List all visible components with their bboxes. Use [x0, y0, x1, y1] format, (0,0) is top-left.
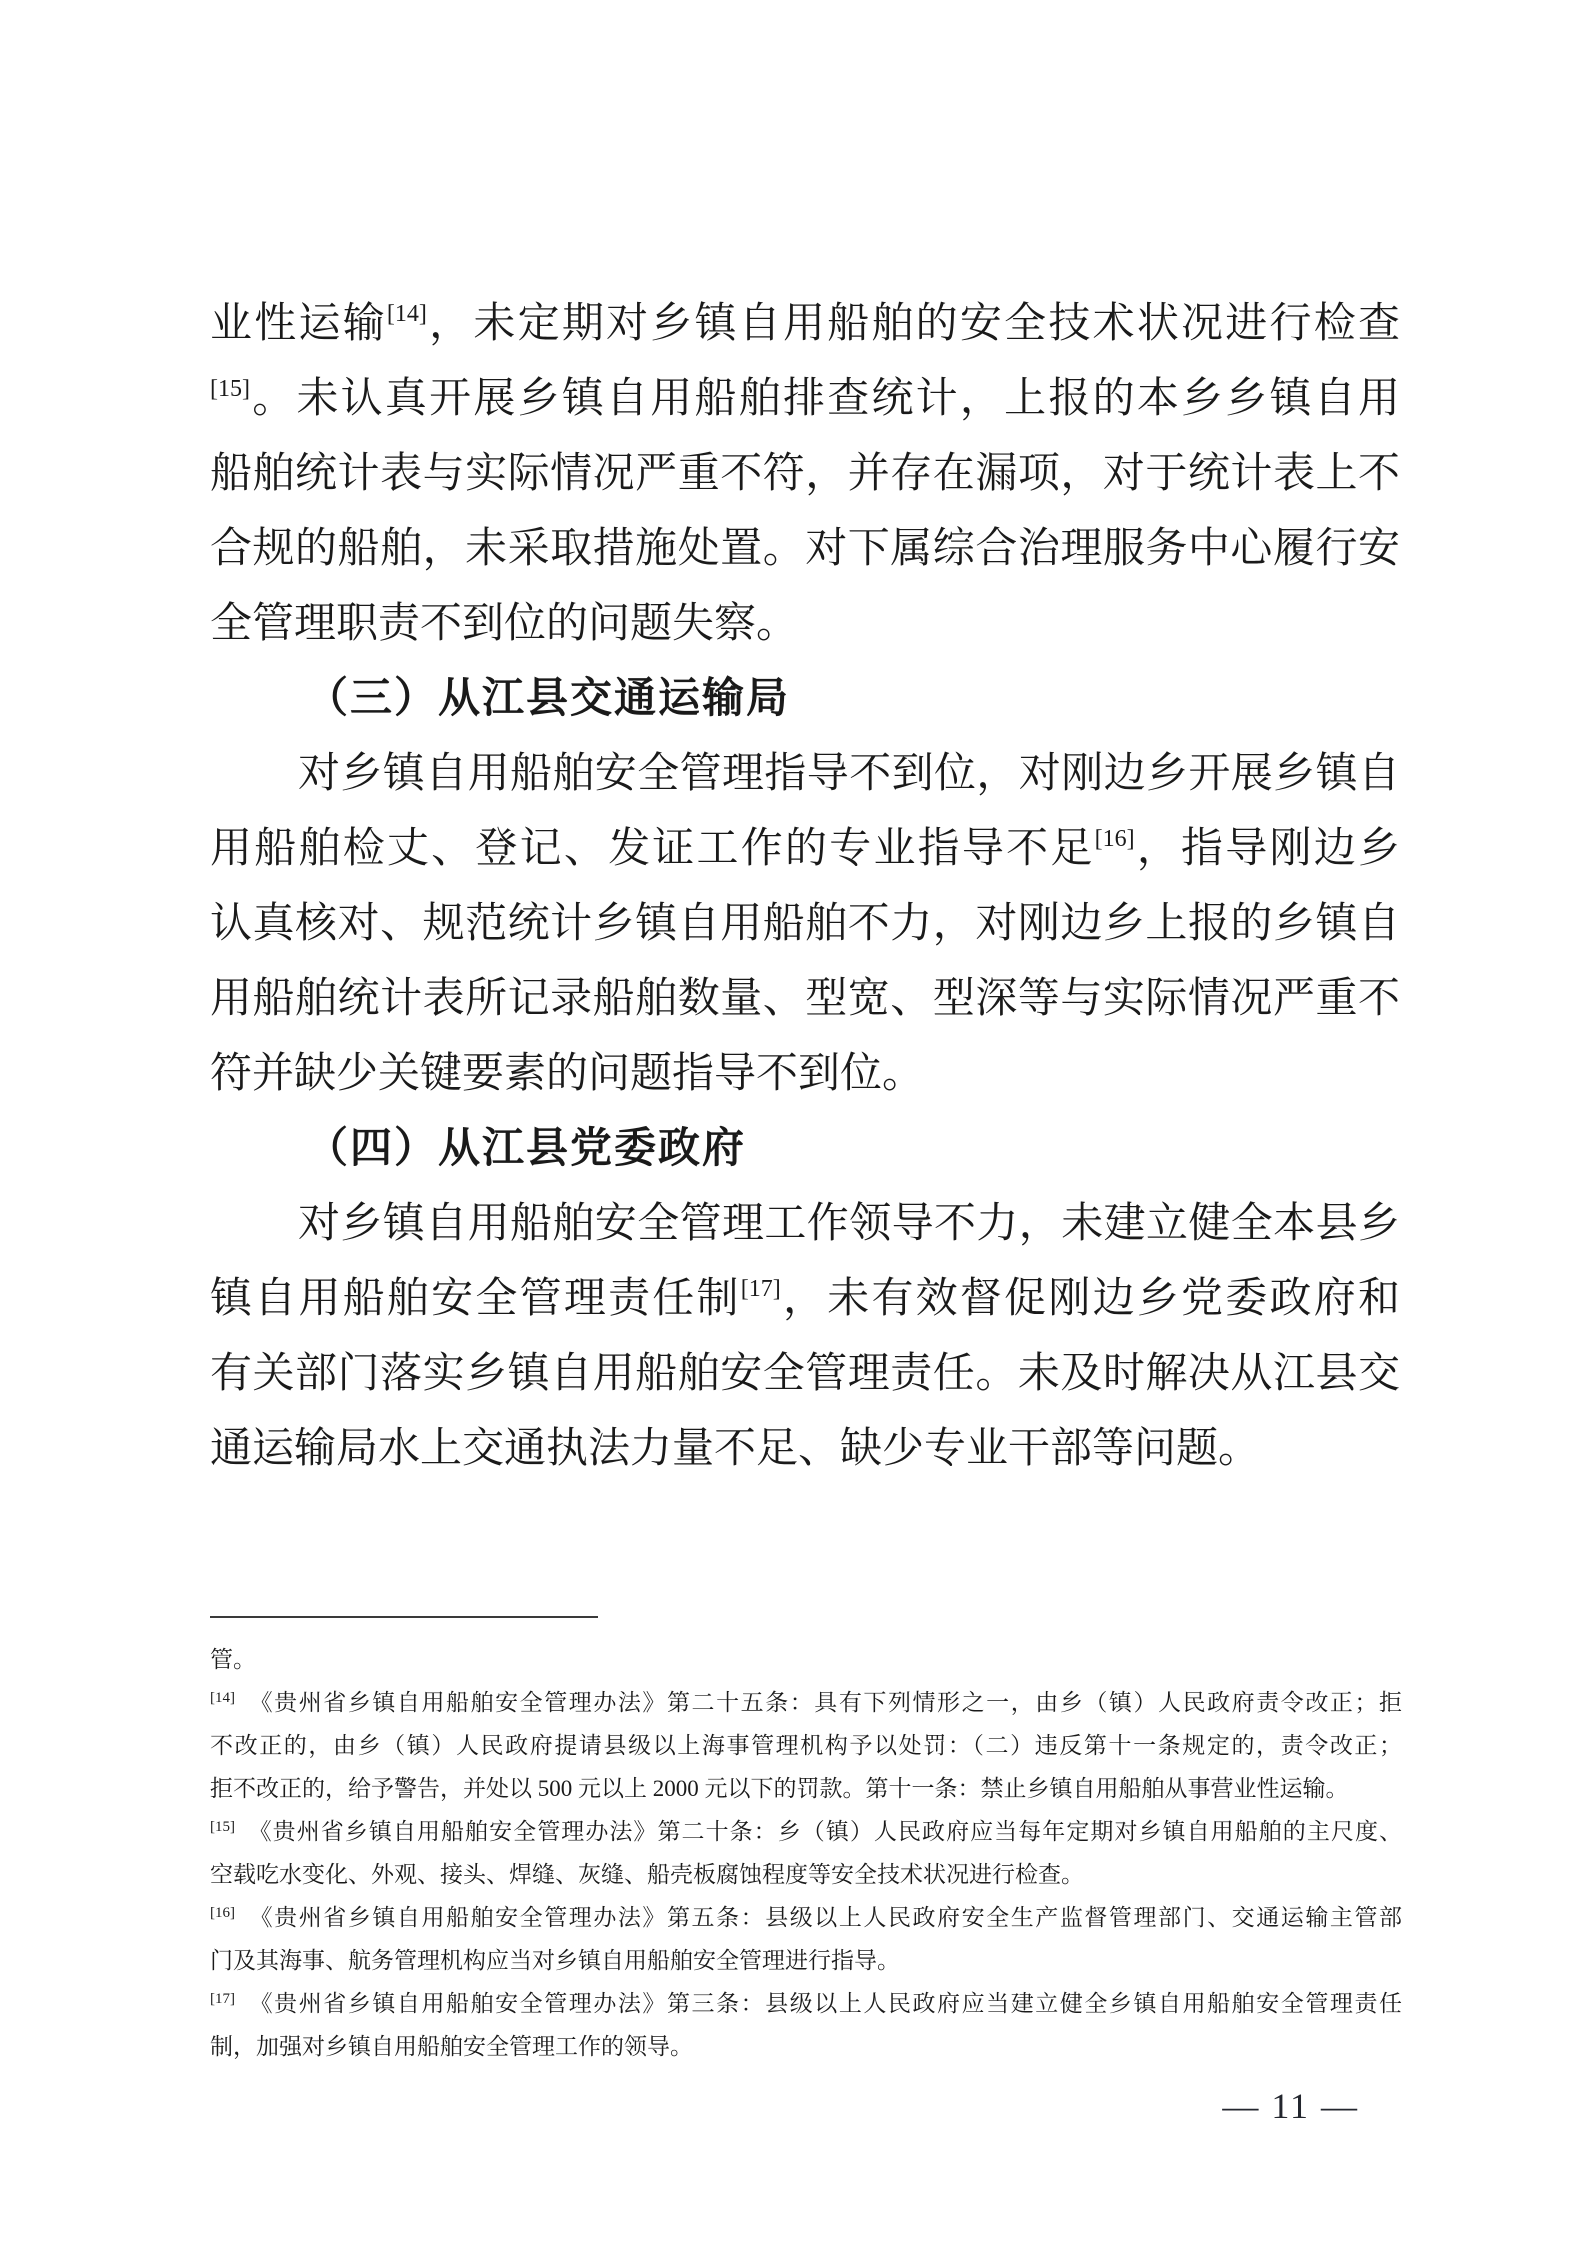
body-line: 对乡镇自用船舶安全管理工作领导不力，未建立健全本县乡: [298, 1201, 1400, 1247]
section-heading: （四）从江县党委政府: [306, 1126, 747, 1172]
body-text: [210, 287, 1400, 1487]
body-line: 有关部门落实乡镇自用船舶安全管理责任。未及时解决从江县交: [210, 1351, 1400, 1397]
body-line: 镇自用船舶安全管理责任制[17]，未有效督促刚边乡党委政府和: [210, 1276, 1400, 1322]
footnote-ref: [15]: [210, 1819, 235, 1835]
footnote-ref: [16]: [210, 1905, 235, 1921]
footnote-line: [15] 《贵州省乡镇自用船舶安全管理办法》第二十条：乡（镇）人民政府应当每年定期对乡镇自用船舶的主尺度、: [210, 1819, 1402, 1844]
body-line: [15]。未认真开展乡镇自用船舶排查统计，上报的本乡乡镇自用: [210, 376, 1400, 422]
body-line: 用船舶检丈、登记、发证工作的专业指导不足[16]，指导刚边乡: [210, 826, 1400, 872]
footnote-ref: [14]: [210, 1690, 235, 1706]
footnote-line: 制，加强对乡镇自用船舶安全管理工作的领导。: [210, 2034, 693, 2059]
footnote-line: 不改正的，由乡（镇）人民政府提请县级以上海事管理机构予以处罚：（二）违反第十一条规定的，责令改正；: [210, 1733, 1402, 1758]
footnote-line: [14] 《贵州省乡镇自用船舶安全管理办法》第二十五条：具有下列情形之一，由乡（镇）人民政府责令改正；拒: [210, 1690, 1402, 1715]
footnote-ref: [16]: [1094, 826, 1135, 852]
body-line: 用船舶统计表所记录船舶数量、型宽、型深等与实际情况严重不: [210, 976, 1400, 1022]
footnote-ref: [14]: [386, 301, 427, 327]
footnote-line: 管。: [210, 1647, 256, 1672]
footnotes: [210, 1638, 1402, 2068]
footnote-line: [16] 《贵州省乡镇自用船舶安全管理办法》第五条：县级以上人民政府安全生产监督管理部门、交通运输主管部: [210, 1905, 1402, 1930]
footnote-separator: [210, 1616, 598, 1618]
body-line: 符并缺少关键要素的问题指导不到位。: [210, 1051, 925, 1097]
footnote-line: 拒不改正的，给予警告，并处以 500 元以上 2000 元以下的罚款。第十一条：禁止乡镇自用船舶从事营业性运输。: [210, 1776, 1349, 1801]
footnote-ref: [17]: [740, 1276, 781, 1302]
body-line: 通运输局水上交通执法力量不足、缺少专业干部等问题。: [210, 1426, 1261, 1472]
body-line: 合规的船舶，未采取措施处置。对下属综合治理服务中心履行安: [210, 526, 1400, 572]
body-line: 认真核对、规范统计乡镇自用船舶不力，对刚边乡上报的乡镇自: [210, 901, 1400, 947]
footnote-line: [17] 《贵州省乡镇自用船舶安全管理办法》第三条：县级以上人民政府应当建立健全乡镇自用船舶安全管理责任: [210, 1991, 1402, 2016]
footnote-ref: [17]: [210, 1991, 235, 2007]
body-line: 船舶统计表与实际情况严重不符，并存在漏项，对于统计表上不: [210, 451, 1400, 497]
body-line: 对乡镇自用船舶安全管理指导不到位，对刚边乡开展乡镇自: [298, 751, 1400, 797]
footnote-line: 空载吃水变化、外观、接头、焊缝、灰缝、船壳板腐蚀程度等安全技术状况进行检查。: [210, 1862, 1084, 1887]
section-heading: （三）从江县交通运输局: [306, 676, 791, 722]
footnote-ref: [15]: [210, 376, 250, 402]
footnote-line: 门及其海事、航务管理机构应当对乡镇自用船舶安全管理进行指导。: [210, 1948, 900, 1973]
body-line: 全管理职责不到位的问题失察。: [210, 601, 799, 647]
body-line: 业性运输[14]，未定期对乡镇自用船舶的安全技术状况进行检查: [210, 301, 1400, 347]
page-number: — 11 —: [1222, 2086, 1359, 2126]
